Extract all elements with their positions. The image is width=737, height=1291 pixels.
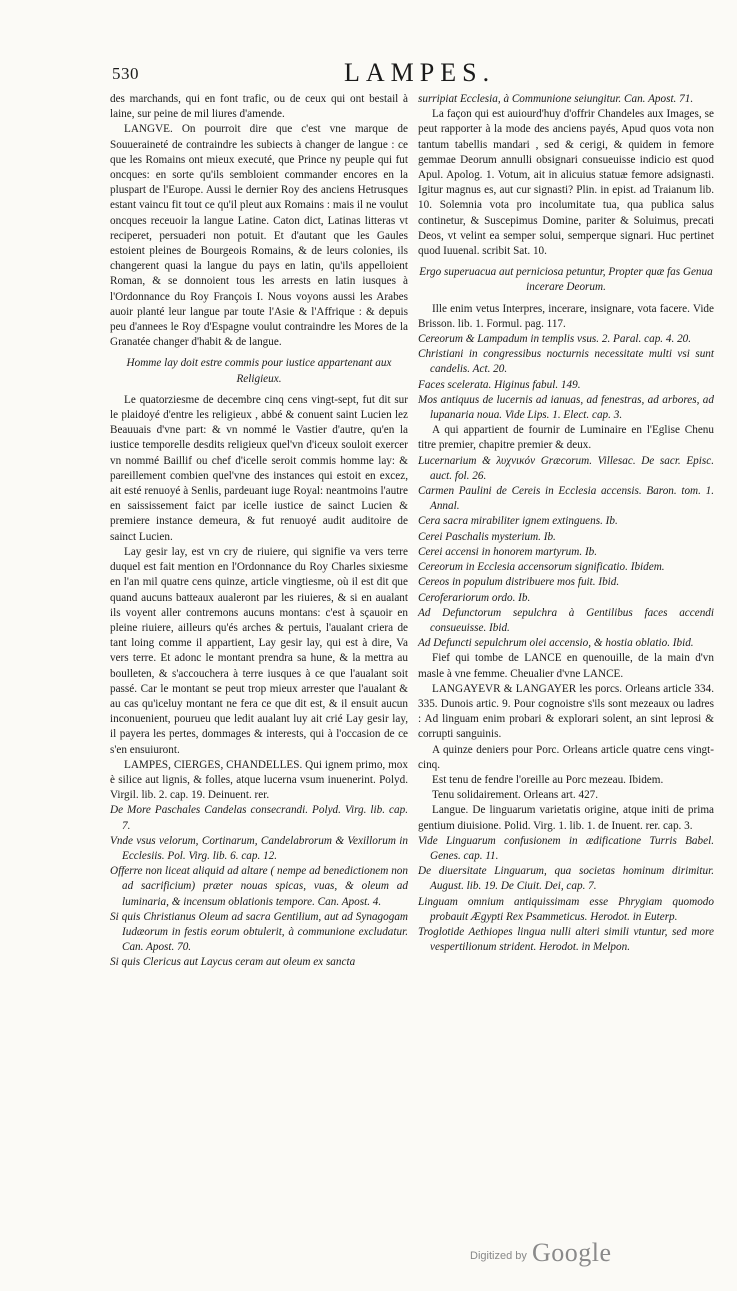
running-title: LAMPES.	[344, 58, 496, 87]
right-column-paragraph: Fief qui tombe de LANCE en quenouille, de la main d'vn masle à vne femme. Cheualier d'vne LANCE.	[418, 652, 714, 680]
left-column-paragraph: Homme lay doit estre commis pour iustice appartenant aux Religieux.	[126, 357, 392, 385]
right-column-paragraph: Ad Defunctorum sepulchra à Gentilibus faces accendi consueuisse. Ibid.	[418, 606, 714, 634]
right-column-paragraph: Tenu solidairement. Orleans art. 427.	[432, 789, 599, 802]
right-column-paragraph: Ad Defuncti sepulchrum olei accensio, & hostia oblatio. Ibid.	[418, 637, 694, 650]
right-column-paragraph: Troglotide Aethiopes lingua nulli alteri simili vtuntur, sed more vespertilionum strident. Herodot. in Melpon.	[418, 925, 714, 954]
left-column-paragraph: Lay gesir lay, est vn cry de riuiere, qui signifie va vers terre duquel est fait mention en l'Ordonnance du Roy Charles sixiesme en l'an mil quatre cens quinze, article vingtiesme, où il est dit que quand aucuns batteaux aualeront par les riuieres, & si en aualant ils voyent aller contremons aucuns montans: c'est à sçauoir en pleine riuiere, ailleurs qu'és arches & pertuis, l'aualant criera de tant loing comme il appartient, Lay gesir lay, qui est à dire, Va vers terre. Et adonc le montant prendra sa hune, & la mettra au boulleten, & s'accouchera à terre iusques à ce que l'aualant soit passé. Car le montant se peut trop mieux arrester que l'aualant & au cas qu'iceluy montant ne fera ce que dit est, & il ensuit aucun inconuenient, pourueu que ledit aualant luy ait crié Lay gesir lay, il payera les pertes, dommages & interests, qui à l'occasion de ce s'en ensuiuront.	[110, 545, 408, 756]
page-number: 530	[112, 64, 139, 83]
left-column-paragraph: Si quis Christianus Oleum ad sacra Gentilium, aut ad Synagogam Iudæorum in festis eorum obtulerit, à communione excludatur. Can. Apost. 70.	[110, 910, 408, 954]
right-column-paragraph: Ceroferariorum ordo. Ib.	[418, 591, 531, 604]
right-column-paragraph: surripiat Ecclesia, à Communione seiungitur. Can. Apost. 71.	[418, 93, 694, 105]
left-column-paragraph: LAMPES, CIERGES, CHANDELLES. Qui ignem primo, mox è silice aut lignis, & folles, atque lucerna vsum inuenerint. Polyd. Virgil. lib. 2. cap. 19. Deinuent. rer.	[110, 758, 408, 802]
page-header	[112, 58, 697, 88]
left-column-paragraph: des marchands, qui en font trafic, ou de ceux qui ont bestail à laine, sur peine de mil liures d'amende.	[110, 93, 408, 121]
left-column-paragraph: Vnde vsus velorum, Cortinarum, Candelabrorum & Vexillorum in Ecclesiis. Pol. Virg. lib. 6. cap. 12.	[110, 834, 408, 862]
right-column-paragraph: Linguam omnium antiquissimam esse Phrygiam quomodo probauit Ægypti Rex Psammeticus. Herodot. in Euterp.	[418, 895, 714, 923]
right-column-paragraph: A quinze deniers pour Porc. Orleans article quatre cens vingt-cinq.	[418, 743, 714, 771]
right-column-paragraph: LANGAYEVR & LANGAYER les porcs. Orleans article 334. 335. Dunois artic. 9. Pour cognoistre s'ils sont mezeaux ou ladres : Ad linguam enim probari & explorari solent, an sint leprosi & corrupti sanguinis.	[418, 682, 714, 741]
right-column-paragraph: Cera sacra mirabiliter ignem extinguens. Ib.	[418, 515, 618, 528]
digitized-by-google-watermark	[470, 1238, 710, 1268]
right-column-paragraph: Mos antiquus de lucernis ad ianuas, ad fenestras, ad arbores, ad lupanaria noua. Vide Lips. 1. Elect. cap. 3.	[418, 393, 714, 422]
google-logo: Google	[532, 1238, 612, 1267]
left-column	[110, 92, 408, 971]
right-column-paragraph: Cerei Paschalis mysterium. Ib.	[418, 530, 556, 543]
right-column-paragraph: Christiani in congressibus nocturnis necessitate multi vsi sunt candelis. Act. 20.	[418, 348, 714, 376]
left-column-paragraph: De More Paschales Candelas consecrandi. Polyd. Virg. lib. cap. 7.	[110, 804, 408, 832]
right-column-paragraph: Carmen Paulini de Cereis in Ecclesia accensis. Baron. tom. 1. Annal.	[418, 485, 714, 513]
right-column-paragraph: Vide Linguarum confusionem in ædificatione Turris Babel. Genes. cap. 11.	[418, 834, 714, 862]
right-column-paragraph: Cerei accensi in honorem martyrum. Ib.	[418, 545, 598, 558]
left-column-paragraph: LANGVE. On pourroit dire que c'est vne marque de Souueraineté de contraindre les subiects à changer de langue : ce que les Romains ont mieux executé, que Prince ny peuple qui fut oncques: en sorte qu'ils sembloient commander encores en la pluspart de l'Europe. Aussi le dernier Roy des anciens Hetrusques estant vaincu fit tout ce qu'il pleut aux Romains : mais il ne voulut oncques receuoir la langue Latine. Caton dict, Latinas litteras vt reciperet, persuaderi non potuit. Et d'autant que les Gaules estoient pleines de Bourgeois Romains, & de leurs colonies, ils changerent quasi la langue du pays en latin, qu'ils appelloient Roman, & se donnoient tous les arrests en latin iusques à l'Ordonnance du Roy François I. Nous voyons aussi les Arabes auoir planté leur langue par toute l'Asie & l'Affrique : & depuis peu d'annees le Roy d'Espagne voulut contraindre les Mores de la Granatée changer d'habit & de langue.	[110, 123, 408, 349]
right-column-paragraph: Faces scelerata. Higinus fabul. 149.	[418, 378, 581, 391]
digitized-by-text: Digitized by	[470, 1250, 527, 1262]
right-column-paragraph: De diuersitate Linguarum, qua societas hominum dirimitur. August. lib. 19. De Ciuit. Dei, cap. 7.	[418, 865, 714, 893]
right-column-paragraph: Ille enim vetus Interpres, incerare, insignare, vota facere. Vide Brisson. lib. 1. Formul. pag. 117.	[418, 302, 714, 330]
right-column-paragraph: La façon qui est auiourd'huy d'offrir Chandeles aux Images, se peut rapporter à la mode des anciens payés, Apud quos vota non tantum tabellis mandari , sed & cerigi, & quidem in femore gemmae Deorum annulli obsignari consueuisse indicio est quod Apul. Apolog. 1. Votum, ait in alicuius statuæ femore adsignasti. Igitur magnus es, aut cur signasti? Plin. in epist. ad Traianum lib. 10. Solemnia vota pro incolumitate tua, qua publica salus continetur, & Suscepimus Domine, pariter & Soluimus, precati Deos, vt velint ea semper solui, semperque signari. Huc pertinet quod Iuuenal. scribit Sat. 10.	[418, 108, 714, 258]
right-column-paragraph: Ergo superuacua aut perniciosa petuntur, Propter quæ fas Genua incerare Deorum.	[419, 266, 713, 294]
right-column-paragraph: Est tenu de fendre l'oreille au Porc mezeau. Ibidem.	[432, 773, 664, 786]
right-column-paragraph: Cereorum in Ecclesia accensorum significatio. Ibidem.	[418, 561, 665, 574]
right-column	[418, 92, 714, 955]
left-column-paragraph: Offerre non liceat aliquid ad altare ( nempe ad benedictionem non ad sacrificium) præter nouas spicas, vuas, & oleum ad luminaria, & incensum oblationis tempore. Can. Apost. 4.	[110, 865, 408, 908]
left-column-paragraph: Le quatorziesme de decembre cinq cens vingt-sept, fut dit sur le plaidoyé d'entre les religieux , abbé & conuent saint Lucien lez Beauuais d'vne part: & vn nommé le Vastier d'autre, qu'en la iustice temporelle desdits religieux quel'vn d'iceux souloit exercer vn nommé Baillif ou chef d'icelle seroit commis homme lay: & pareillement combien quel'vne des instances qui estoit en excez, ait esté renuoyé à Senlis, pardeuant iuge Royal: neantmoins l'autre en saississement faict par icelle iustice de sainct Lucien & premiere instance demeura, & fut renuoyé audit auditoire de sainct Lucien.	[110, 393, 408, 543]
right-column-paragraph: Cereorum & Lampadum in templis vsus. 2. Paral. cap. 4. 20.	[418, 333, 692, 346]
right-column-paragraph: Langue. De linguarum varietatis origine, atque initi de prima gentium diuisione. Polid. Virg. 1. lib. 1. de Inuent. rer. cap. 3.	[418, 804, 714, 832]
left-column-paragraph: Si quis Clericus aut Laycus ceram aut oleum ex sancta	[110, 956, 356, 969]
right-column-paragraph: Lucernarium & λυχνικόν Græcorum. Villesac. De sacr. Episc. auct. fol. 26.	[418, 454, 714, 482]
right-column-paragraph: A qui appartient de fournir de Luminaire en l'Eglise Chenu titre premier, chapitre premier & deux.	[418, 424, 714, 452]
right-column-paragraph: Cereos in populum distribuere mos fuit. Ibid.	[418, 576, 620, 589]
